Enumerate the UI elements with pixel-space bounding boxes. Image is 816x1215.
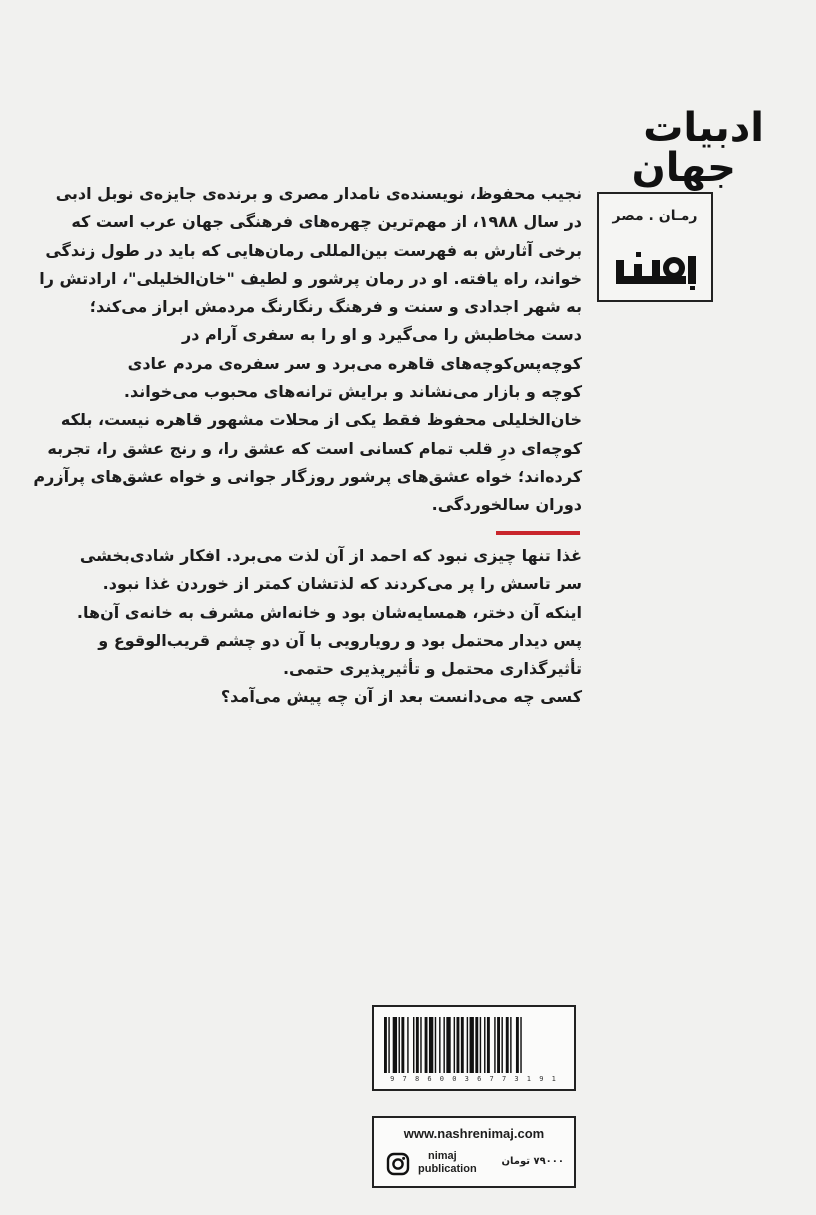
excerpt-line: سر تاسش را پر می‌کردند که لذتشان کمتر از خوردن غذا نبود. <box>102 574 582 594</box>
description-line: کوچه و بازار می‌نشاند و برایش ترانه‌های محبوب می‌خواند. <box>123 382 582 402</box>
series-title-line1: ادبیات <box>643 105 764 151</box>
series-title <box>614 105 764 191</box>
instagram-handle[interactable] <box>418 1150 477 1176</box>
instagram-handle-line1: nimaj <box>428 1150 457 1162</box>
excerpt <box>76 542 582 712</box>
description-line: نجیب محفوظ، نویسنده‌ی نامدار مصری و برنده‌ی جایزه‌ی نوبل ادبی <box>55 184 582 203</box>
description <box>33 180 582 520</box>
publisher-info-box <box>372 1116 576 1188</box>
genre-publisher-box <box>597 192 713 302</box>
series-title-line2: جهان <box>631 145 736 191</box>
description-line: دوران سالخوردگی. <box>431 495 582 515</box>
website-link[interactable]: www.nashrenimaj.com <box>403 1126 545 1141</box>
price: ۷۹۰۰۰ تومان <box>501 1156 564 1167</box>
description-line: دست مخاطبش را می‌گیرد و او را به سفری آرام در <box>181 325 582 345</box>
excerpt-line: غذا تنها چیزی نبود که احمد از آن لذت می‌برد. افکار شادی‌بخشی <box>79 546 582 565</box>
barcode-digits: 9 7 8 6 0 0 3 6 7 7 3 1 9 1 <box>390 1075 558 1083</box>
excerpt-line: اینکه آن دختر، همسایه‌شان بود و خانه‌اش مشرف به خانه‌ی آن‌ها. <box>76 602 582 622</box>
barcode <box>382 1017 568 1073</box>
excerpt-line: پس دیدار محتمل بود و رویارویی با آن دو چشم قریب‌الوقوع و <box>98 630 582 650</box>
description-line: خان‌الخلیلی محفوظ فقط یکی از محلات مشهور قاهره نیست، بلکه <box>60 410 582 430</box>
excerpt-line: کسی چه می‌دانست بعد از آن چه پیش می‌آمد؟ <box>220 687 582 707</box>
description-line: کوچه‌ای درِ قلب تمام کسانی است که عشق را، و رنج عشق را، تجربه <box>47 438 582 458</box>
red-divider <box>496 531 580 535</box>
description-line: به شهر اجدادی و سنت و فرهنگ رنگارنگ مردمش ابراز می‌کند؛ <box>89 297 582 317</box>
publisher-logo <box>612 250 702 290</box>
barcode-box <box>372 1005 576 1091</box>
description-line: کرده‌اند؛ خواه عشق‌های پرشور روزگار جوانی و خواه عشق‌های پرآزرم <box>33 466 582 486</box>
genre-label: رمـان . مصر <box>612 208 698 224</box>
description-line: کوچه‌پس‌کوچه‌های قاهره می‌برد و سر سفره‌ی مردم عادی <box>127 353 582 373</box>
excerpt-line: تأثیرگذاری محتمل و تأثیرپذیری حتمی. <box>282 659 582 679</box>
instagram-handle-line2: publication <box>418 1163 477 1175</box>
description-line: برخی آثارش به فهرست بین‌المللی رمان‌هایی که باید در طول زندگی <box>45 240 582 260</box>
instagram-icon <box>386 1152 410 1176</box>
description-line: در سال ۱۹۸۸، از مهم‌ترین چهره‌های فرهنگی جهان عرب است که <box>71 212 582 232</box>
description-line: خواند، راه یافته. او در رمان پرشور و لطیف "خان‌الخلیلی"، ارادتش را <box>39 268 582 288</box>
